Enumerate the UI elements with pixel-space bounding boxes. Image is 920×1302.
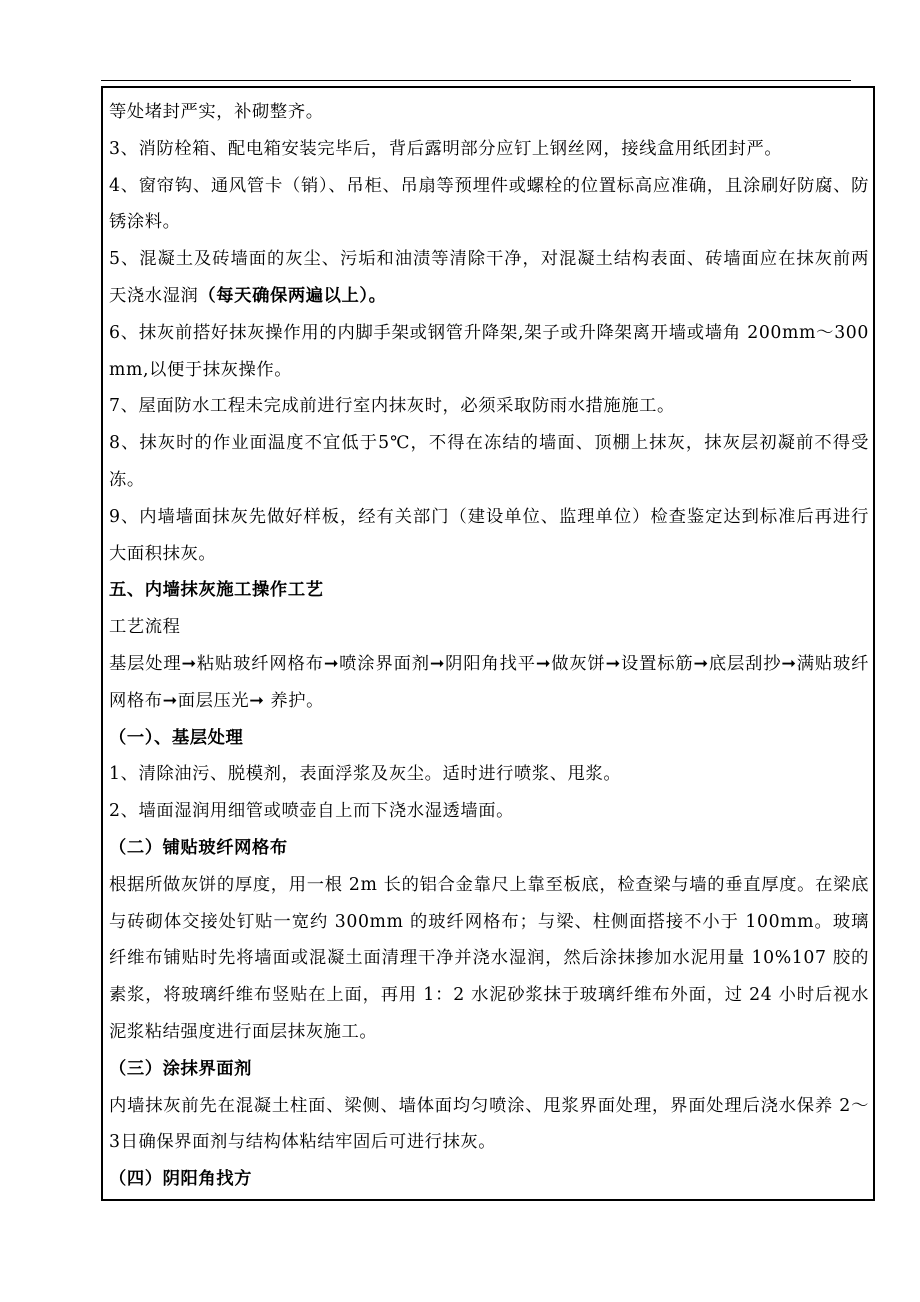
paragraph-11: 根据所做灰饼的厚度，用一根 2m 长的铝合金靠尺上靠至板底，检查梁与墙的垂直厚度。在梁底与砖砌体交接处钉贴一宽约 300mm 的玻纤网格布；与梁、柱侧面搭接不小于 100mm。玻璃纤维布铺贴时先将墙面或混凝土面清理干净并浇水湿润，然后涂抹掺加水泥用量 10%107 胶的素浆，将玻璃纤维布竖贴在上面，再用 1：2 水泥砂浆抹于玻璃纤维布外面，过 24 小时后视水泥浆粘结强度进行面层抹灰施工。: [109, 874, 869, 1042]
subheading-1: （一）、基层处理: [109, 727, 244, 748]
paragraph-5: 6、抹灰前搭好抹灰操作用的内脚手架或钢管升降架,架子或升降架离开墙或墙角 200mm～300mm,以便于抹灰操作。: [109, 322, 869, 380]
document-body: [109, 94, 869, 1198]
paragraph-3: 4、窗帘钩、通风管卡（销）、吊柜、吊扇等预埋件或螺栓的位置标高应准确，且涂刷好防腐、防锈涂料。: [109, 175, 869, 233]
paragraph-1: 等处堵封严实，补砌整齐。: [109, 102, 324, 122]
paragraph-4: 5、混凝土及砖墙面的灰尘、污垢和油渍等清除干净，对混凝土结构表面、砖墙面应在抹灰前两天浇水湿润（每天确保两遍以上）。: [109, 249, 869, 306]
paragraph-2: 3、消防栓箱、配电箱安装完毕后，背后露明部分应钉上钢丝网，接线盒用纸团封严。: [109, 138, 783, 159]
subheading-2: （二）铺贴玻纤网格布: [109, 837, 288, 858]
paragraph-9: 1、清除油污、脱模剂，表面浮浆及灰尘。适时进行喷浆、甩浆。: [109, 764, 622, 785]
subheading-4: （四）阴阳角找方: [109, 1169, 253, 1190]
document-frame: [101, 86, 875, 1201]
subheading-3: （三）涂抹界面剂: [109, 1058, 253, 1079]
paragraph-7: 8、抹灰时的作业面温度不宜低于5℃，不得在冻结的墙面、顶棚上抹灰，抹灰层初凝前不得受冻。: [109, 433, 869, 490]
paragraph-6: 7、屋面防水工程未完成前进行室内抹灰时，必须采取防雨水措施施工。: [109, 396, 675, 417]
paragraph-10: 2、墙面湿润用细管或喷壶自上而下浇水湿透墙面。: [109, 801, 514, 822]
section-heading: 五、内墙抹灰施工操作工艺: [109, 580, 324, 601]
paragraph-8: 9、内墙墙面抹灰先做好样板，经有关部门（建设单位、监理单位）检查鉴定达到标准后再进行大面积抹灰。: [109, 506, 869, 564]
paragraph-process-label: 工艺流程: [109, 617, 181, 638]
paragraph-process-flow: 基层处理➞粘贴玻纤网格布➞喷涂界面剂➞阴阳角找平➞做灰饼➞设置标筋➞底层刮抄➞满贴玻纤网格布➞面层压光➞ 养护。: [109, 653, 869, 711]
paragraph-12: 内墙抹灰前先在混凝土柱面、梁侧、墙体面均匀喷涂、甩浆界面处理，界面处理后浇水保养 2～3日确保界面剂与结构体粘结牢固后可进行抹灰。: [109, 1095, 869, 1153]
header-rule: [101, 80, 851, 81]
bold-note: （每天确保两遍以上）。: [198, 285, 387, 306]
